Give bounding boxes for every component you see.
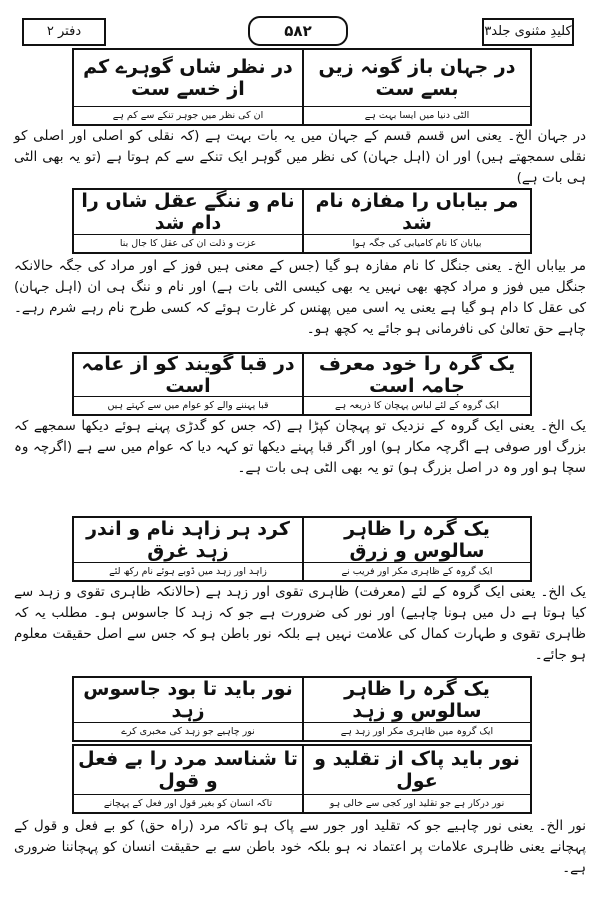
book-title: کلیدِ مثنوی جلد۳ — [482, 18, 574, 46]
gloss-left: نور چاہیے جو زہد کی مخبری کرے — [74, 722, 302, 740]
page-header — [18, 14, 578, 44]
gloss-right: ایک گروہ میں ظاہری مکر اور زہد ہے — [302, 722, 530, 740]
verse-table — [72, 516, 532, 582]
verse-left: نام و ننگے عقل شاں را دام شد — [81, 190, 295, 234]
verse-left: تا شناسد مرد را بے فعل و قول — [78, 748, 298, 792]
verse-left: در قبا گویند کو از عامہ است — [81, 354, 295, 396]
page-number: ۵۸۲ — [248, 16, 348, 46]
verse-left: نور باید تا بود جاسوس زہد — [83, 678, 293, 722]
verse-table — [72, 352, 532, 416]
section-label: دفتر ۲ — [22, 18, 106, 46]
commentary-paragraph: مر بیاباں الخ۔ یعنی جنگل کا نام مفازہ ہو گیا (جس کے معنی ہیں فوز کے اور مراد کی جگہ حالانکہ جنگل میں فوز و مراد کچھ بھی نہیں یہ بھی کیسی الٹی بات ہے) اور نام و ننگ ہی ان (اہل جہان) کی عقل کا دام ہو گیا ہے یعنی یہ اسی میں پھنس کر غارت ہوئے کہ کسی طرح نام رہے شرم رہے۔ چاہے حق تعالیٰ کی نافرمانی ہو جائے یہ کچھ ہو۔ — [14, 258, 586, 337]
gloss-left: عزت و ذلت ان کی عقل کا جال بنا — [74, 234, 302, 252]
gloss-left: قبا پہننے والے کو عوام میں سے کہتے ہیں — [74, 396, 302, 414]
gloss-right: ایک گروہ کے لئے لباس پہچان کا ذریعہ ہے — [302, 396, 530, 414]
commentary-paragraph: نور الخ۔ یعنی نور چاہیے جو کہ تقلید اور جور سے پاک ہو تاکہ مرد (راہ حق) کو بے فعل و قول کے پہچانے یعنی ظاہری علامات پر اعتماد نہ ہو بلکہ خود باطن سے بے حقیقت انسان کو پہچاننا ضروری ہے۔ — [14, 818, 586, 876]
verse-right: در جہان باز گونہ زیں بسے ست — [302, 50, 530, 106]
verse-right: نور باید پاک از تقلید و عول — [302, 746, 530, 794]
gloss-right: الٹی دنیا میں ایسا بہت ہے — [302, 106, 530, 124]
verse-right: مر بیاباں را مفازہ نام شد — [302, 190, 530, 234]
verse-right: یک گرہ را خود معرف جامہ است — [302, 354, 530, 396]
verse-table — [72, 188, 532, 254]
gloss-left: زاہد اور زہد میں ڈوبے ہوئے نام رکھ لئے — [74, 562, 302, 580]
gloss-right: بیابان کا نام کامیابی کی جگہ ہوا — [302, 234, 530, 252]
verse-right: یک گرہ را ظاہر سالوس و زہد — [302, 678, 530, 722]
commentary-paragraph: یک الخ۔ یعنی ایک گروہ کے لئے (معرفت) ظاہری تقوی اور زہد ہے (حالانکہ ظاہری تقوی و زہد سے کیا ہوتا ہے دل میں ہونا چاہیے) اور نور کی ضرورت ہے جو کہ زہد کا جاسوس ہو۔ مطلب یہ کہ ظاہری تقوی و طہارت کمال کی علامت نہیں ہے بلکہ نور باطن ہو کہ جس سے اصل حقیقت معلوم ہو جائے۔ — [14, 584, 586, 663]
verse-left: در نظر شاں گوہرے کم از خسے ست — [83, 56, 293, 100]
verse-right: یک گرہ را ظاہر سالوس و زرق — [302, 518, 530, 562]
gloss-left: تاکہ انسان کو بغیر قول اور فعل کے پہچانے — [74, 794, 302, 812]
verse-left: کرد ہر زاہد نام و اندر زہد غرق — [86, 518, 290, 562]
verse-table — [72, 676, 532, 742]
gloss-right: نور درکار ہے جو تقلید اور کجی سے خالی ہو — [302, 794, 530, 812]
gloss-left: ان کی نظر میں جوہر تنکے سے کم ہے — [74, 106, 302, 124]
verse-table — [72, 48, 532, 126]
gloss-right: ایک گروہ کے ظاہری مکر اور فریب نے — [302, 562, 530, 580]
commentary-paragraph: یک الخ۔ یعنی ایک گروہ کے نزدیک تو پہچان کپڑا ہے (کہ جس کو گدڑی پہنے ہوئے دیکھا سمجھے کہ بزرگ اور صوفی ہے اگرچہ مکار ہو) اور اگر قبا پہنے دیکھا تو کہہ دیا کہ عوام میں سے ہے (اگرچہ وہ سچا ہو اور وہ در اصل بزرگ ہو) تو یہ بھی الٹی ہی بات ہے۔ — [14, 418, 586, 476]
commentary-paragraph: در جہان الخ۔ یعنی اس قسم قسم کے جہان میں یہ بات بہت ہے (کہ نقلی کو اصلی اور اصلی کو نقلی سمجھتے ہیں) اور ان (اہل جہان) کی نظر میں گوہر ایک تنکے سے کم ہوتا ہے (تو یہ بھی الٹی ہی بات ہے) — [14, 128, 586, 186]
verse-table — [72, 744, 532, 814]
